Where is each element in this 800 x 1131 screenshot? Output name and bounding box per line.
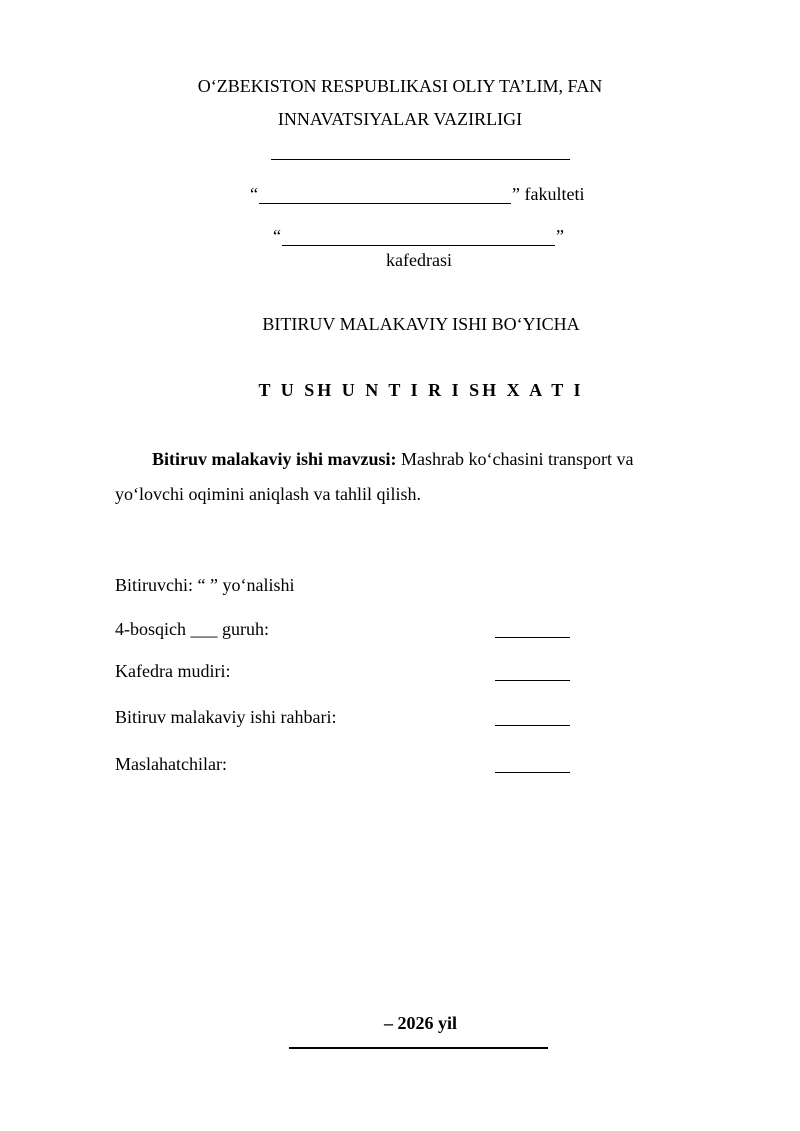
head-of-department-field: Kafedra mudiri: [115, 661, 231, 681]
group-field: 4-bosqich ___ guruh: [115, 619, 269, 639]
document-title: T U SH U N T I R I SH X A T I [258, 380, 584, 400]
document-subtitle: BITIRUV MALAKAVIY ISHI BO‘YICHA [262, 314, 580, 334]
city-year: – 2026 yil [384, 1013, 458, 1033]
faculty-open-quote: “ [250, 184, 258, 204]
consultants-signature-line [495, 772, 570, 773]
ministry-name-line2: INNAVATSIYALAR VAZIRLIGI [277, 109, 523, 129]
department-open-quote: “ [273, 226, 281, 246]
consultants-field: Maslahatchilar: [115, 754, 227, 774]
supervisor-signature-line [495, 725, 570, 726]
ministry-name-line1: O‘ZBEKISTON RESPUBLIKASI OLIY TA’LIM, FAN [197, 76, 603, 96]
head-of-department-signature-line [495, 680, 570, 681]
department-label: kafedrasi [386, 250, 452, 270]
university-blank-line [271, 159, 570, 160]
thesis-topic-text: Mashrab ko‘chasini transport va yo‘lovchi oqimini aniqlash va tahlil qilish. [115, 449, 634, 504]
thesis-topic [115, 442, 675, 512]
footer-line [289, 1047, 548, 1049]
faculty-blank-line [259, 203, 511, 204]
group-signature-line [495, 637, 570, 638]
supervisor-field: Bitiruv malakaviy ishi rahbari: [115, 707, 337, 727]
department-blank-line [282, 245, 555, 246]
graduate-field: Bitiruvchi: “ ” yo‘nalishi [115, 575, 295, 595]
thesis-topic-label: Bitiruv malakaviy ishi mavzusi: [152, 449, 397, 469]
department-close-quote: ” [556, 226, 564, 246]
faculty-label: ” fakulteti [512, 184, 585, 204]
